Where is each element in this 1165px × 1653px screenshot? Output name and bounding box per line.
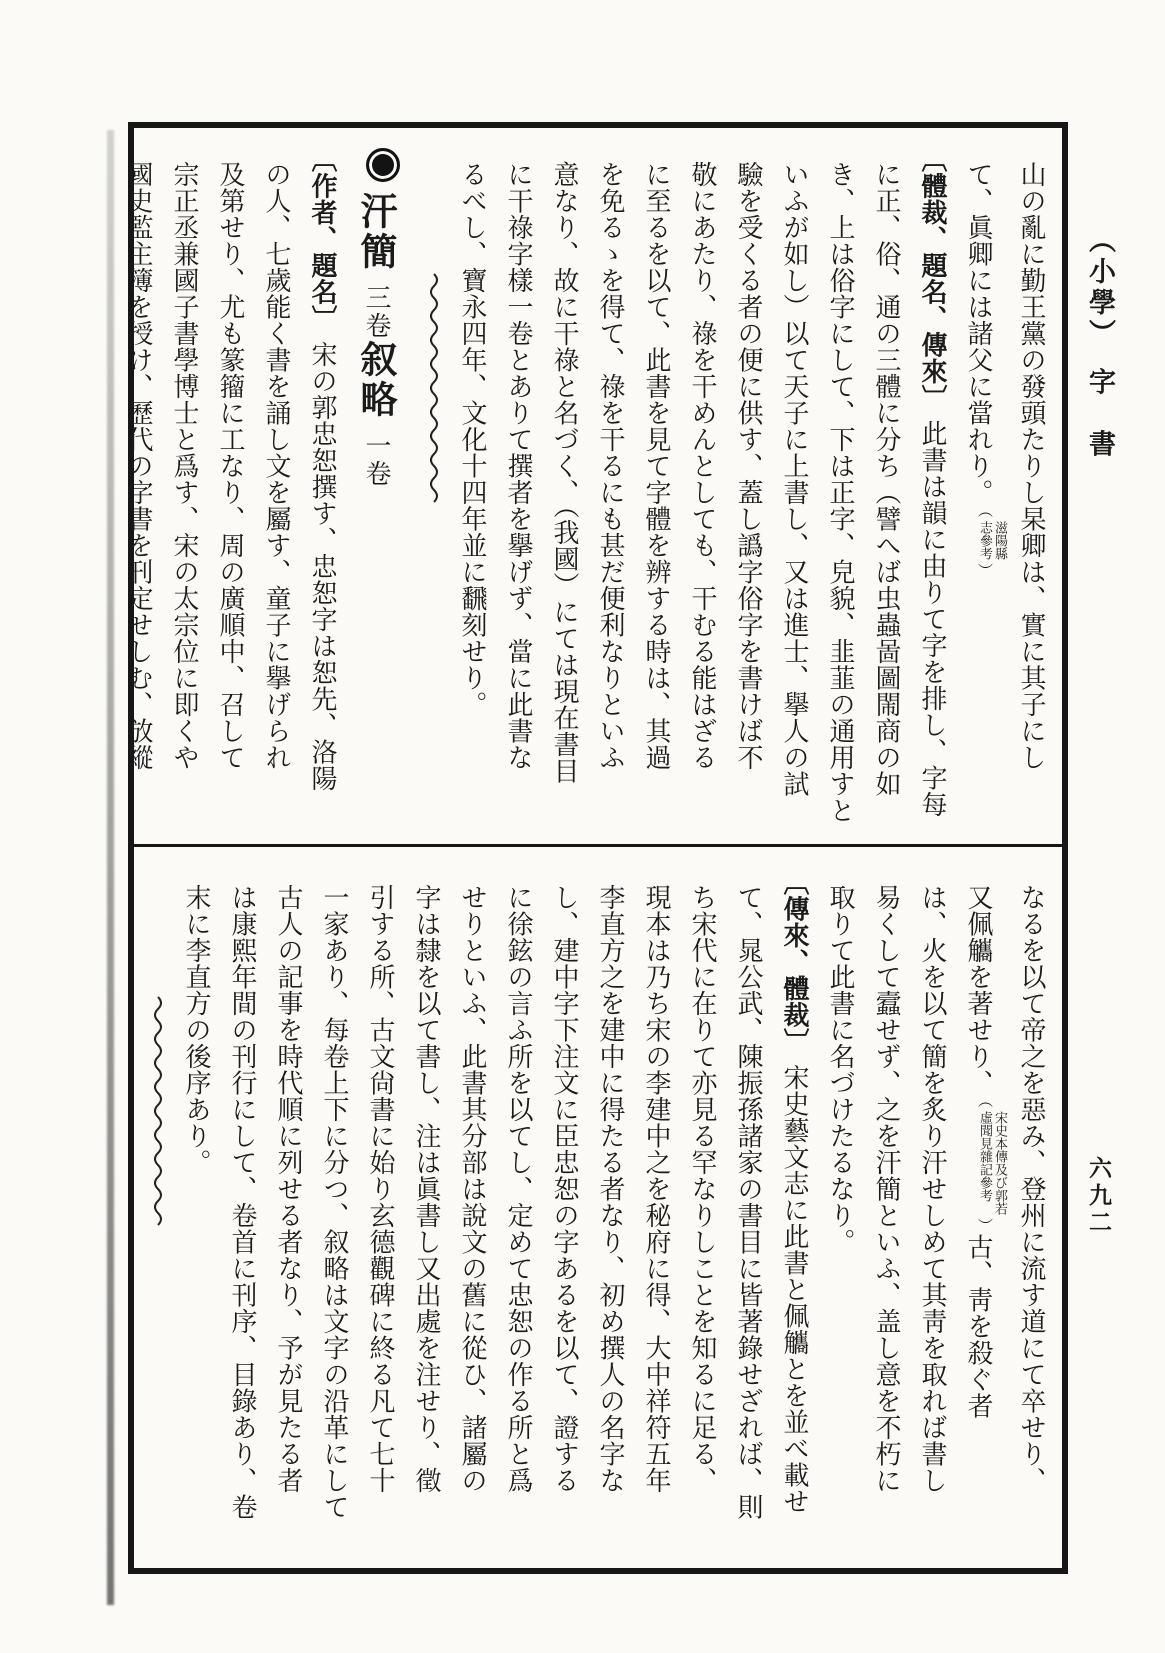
column-text: 及第せり、尤も篆籀に工なり、周の廣順中、召して: [215, 161, 245, 771]
column-text: に干祿字樣一卷とありて撰者を擧げず、當に此書な: [503, 161, 533, 771]
entry-section-heading: 〔作者、題名〕: [307, 146, 337, 332]
column-text: 宋史藝文志に此書と佩觿とを並べ載せ: [779, 1063, 809, 1514]
text-column: [679, 146, 725, 858]
text-column: [495, 146, 541, 858]
column-text: 取りて此書に名づけたるなり。: [825, 884, 855, 1255]
annotation-close-paren: ）: [976, 1218, 994, 1234]
entry-title: [345, 146, 407, 858]
text-column: [173, 869, 219, 1569]
entry-title-sub: 三卷: [361, 284, 391, 340]
column-text: 一家あり、每卷上下に分つ、叙略は文字の沿革にして: [319, 884, 349, 1520]
running-title: （小學） 字 書: [1084, 226, 1115, 461]
entry-section-heading: 〔體裁、題名、傳來〕: [917, 146, 947, 411]
text-frame: [123, 122, 1068, 1574]
column-text: は康熙年間の刊行にして、卷首に刊序、目錄あり、卷: [227, 884, 257, 1520]
annotation-lines: [977, 521, 1007, 560]
text-column: [1008, 869, 1054, 1569]
text-column: [955, 146, 1008, 858]
column-text: 國史監主簿を授け、歷代の字書を刊定せしむ、放縱: [123, 161, 153, 771]
annotation-line: 宋史本傳及び郭若: [992, 1111, 1007, 1215]
page-number: 六九二: [1085, 1156, 1112, 1237]
text-column: [311, 869, 357, 1569]
wavy-divider: [407, 146, 449, 858]
text-column: [115, 146, 161, 858]
column-text: 宋の郭忠恕撰す、忠恕字は恕先、洛陽: [307, 340, 337, 791]
column-text: 宗正丞兼國子書學博士と爲す、宋の太宗位に即くや: [169, 161, 199, 771]
column-text: せりといふ、此書其分部は說文の舊に從ひ、諸屬の: [457, 884, 487, 1494]
text-column: [817, 869, 863, 1569]
text-column: [449, 869, 495, 1569]
column-text: 末に李直方の後序あり。: [181, 884, 211, 1176]
text-column: [253, 146, 299, 858]
scan-gutter-shadow: [107, 130, 114, 1605]
column-text: ち宋代に在りて亦見る罕なりしことを知るに足る、: [687, 884, 717, 1494]
text-column: [207, 146, 253, 858]
wavy-divider-line: [148, 995, 170, 1227]
text-column: [219, 869, 265, 1569]
text-column: [541, 146, 587, 858]
text-column: [1008, 146, 1054, 858]
entry-title-main: 汗簡: [354, 192, 398, 272]
top-section: [123, 128, 1054, 858]
annotation-line: 虛聞見雜記參考: [977, 1111, 992, 1202]
column-text: 現本は乃ち宋の李建中之を秘府に得、大中祥符五年: [641, 884, 671, 1494]
column-text: の人、七歲能く書を誦し文を屬す、童子に擧げられ: [261, 161, 291, 771]
column-text: て、眞卿には諸父に當れり。: [963, 161, 993, 506]
column-text: し、建中字下注文に臣忠恕の字あるを以て、證する: [549, 884, 579, 1494]
section-divider: [134, 844, 1062, 847]
column-text: 意なり、故に干祿と名づく、（我國）にては現在書目: [549, 161, 579, 784]
column-text: 字は隸を以て書し、注は眞書し又出處を注せり、徵: [411, 884, 441, 1494]
column-text: て、晁公武、陳振孫諸家の書目に皆著錄せざれば、則: [733, 884, 763, 1520]
column-text: 引する所、古文尙書に始り玄德觀碑に終る凡て七十: [365, 884, 395, 1494]
text-column: [817, 146, 863, 858]
column-text: 山の亂に勤王黨の發頭たりし杲卿は、實に其子にし: [1016, 161, 1046, 771]
column-text: 李直方之を建中に得たる者なり、初め撰人の名字な: [595, 884, 625, 1494]
text-column: [725, 146, 771, 858]
entry-title-main: 叙略: [354, 340, 398, 420]
column-text: 驗を受くる者の便に供す、蓋し譌字俗字を書けば不: [733, 161, 763, 771]
text-column: [909, 869, 955, 1569]
text-column: [679, 869, 725, 1569]
entry-bullet-icon: [366, 148, 400, 182]
column-text: 又佩觿を著せり、: [963, 884, 993, 1096]
column-text: 易くして蠧せず、之を汗簡といふ、盖し意を不朽に: [871, 884, 901, 1494]
column-text: に正、俗、通の三體に分ち（譬へば虫蟲啚圖閙商の如: [871, 161, 901, 797]
column-text: を免るゝを得て、祿を干るにも甚だ便利なりといふ: [595, 161, 625, 771]
text-column: [771, 146, 817, 858]
entry-title-sub: 一卷: [361, 432, 391, 488]
annotation-open-paren: （: [976, 509, 994, 518]
entry-section-heading-column: [299, 146, 345, 858]
annotation-line: 志參考: [977, 520, 992, 560]
text-column: [357, 869, 403, 1569]
annotation-close-paren: ）: [976, 562, 994, 578]
text-column: [541, 869, 587, 1569]
column-text: は、火を以て簡を炙り汗せしめて其靑を取れば書し: [917, 884, 947, 1494]
inline-annotation: [970, 1100, 1007, 1234]
wavy-divider-line: [424, 272, 446, 504]
column-text: き、上は俗字にして、下は正字、皃貌、韭韮の通用すと: [825, 161, 855, 824]
column-text: に徐鉉の言ふ所を以てし、定めて忠恕の作る所と爲: [503, 884, 533, 1494]
text-column: [161, 146, 207, 858]
entry-section-heading-column: [909, 146, 955, 858]
entry-section-heading: 〔傳來、體裁〕: [779, 869, 809, 1055]
text-column: [955, 869, 1008, 1569]
text-column: [633, 146, 679, 858]
text-column: [449, 146, 495, 858]
text-column: [265, 869, 311, 1569]
text-column: [863, 146, 909, 858]
entry-section-heading-column: [771, 869, 817, 1569]
column-text: 敬にあたり、祿を干めんとしても、干むる能はざる: [687, 161, 717, 771]
column-text: 古、靑を殺ぐ者: [963, 1233, 993, 1419]
inline-annotation: [970, 509, 1007, 579]
column-text: るべし、寶永四年、文化十四年並に飜刻せり。: [457, 161, 487, 718]
column-text: に至るを以て、此書を見て字體を辨する時は、其過: [641, 161, 671, 771]
text-column: [725, 869, 771, 1569]
text-column: [587, 146, 633, 858]
text-column: [587, 869, 633, 1569]
wavy-divider: [131, 869, 173, 1569]
column-text: 此書は韻に由りて字を排し、字每: [917, 420, 947, 818]
annotation-lines: [977, 1111, 1007, 1215]
bottom-section: [140, 851, 1054, 1569]
text-column: [863, 869, 909, 1569]
text-column: [495, 869, 541, 1569]
text-column: [633, 869, 679, 1569]
annotation-open-paren: （: [976, 1100, 994, 1108]
column-text: いふが如し）以て天子に上書し、又は進士、擧人の試: [779, 161, 809, 797]
annotation-line: 滋陽縣: [992, 520, 1007, 560]
text-column: [403, 869, 449, 1569]
column-text: 古人の記事を時代順に列せる者なり、予が見たる者: [273, 884, 303, 1494]
column-text: なるを以て帝之を惡み、登州に流す道にて卒せり、: [1016, 884, 1046, 1494]
